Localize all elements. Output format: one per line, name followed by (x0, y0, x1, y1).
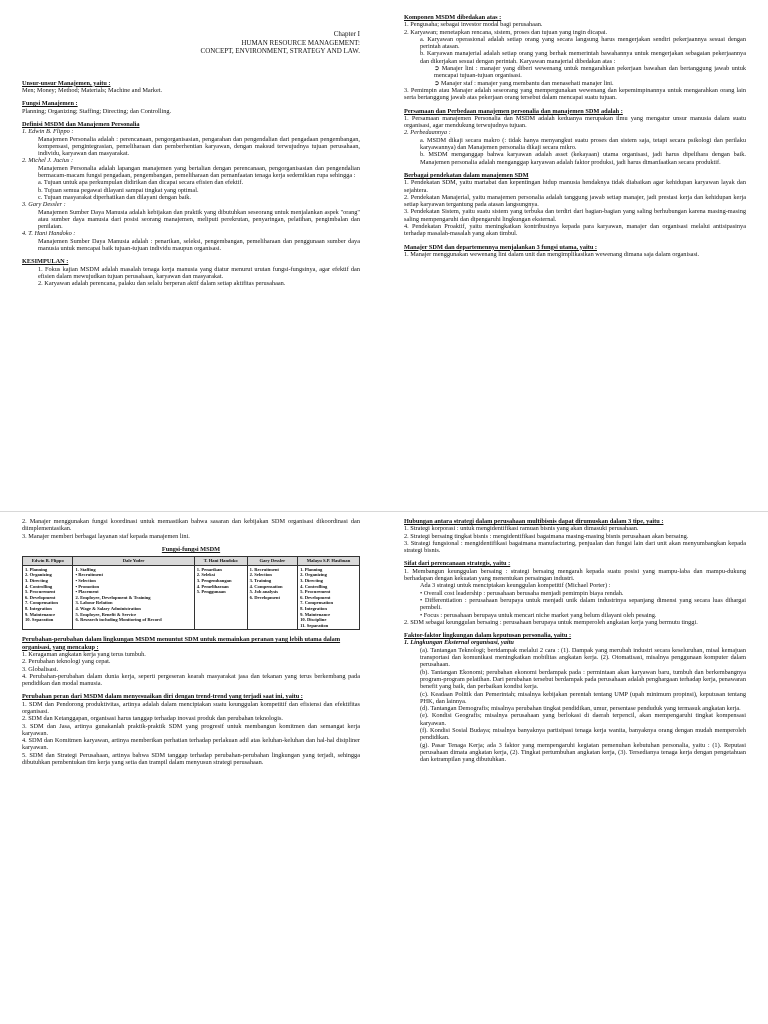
peran-item: 5. SDM dan Strategi Perusahaan, artinya bahwa SDM tanggap terhadap perubahan-perubahan lingkungan yang terjadi, sehingga dibutuhkan pembentukan tim kerja yang setia dan trampil dalam menyusun strategi perusahaan. (22, 751, 360, 767)
peran-item: 1. SDM dan Pendorong produktivitas, artinya adalah dalam menciptakan suatu keunggulan kompetitif dan efisiensi dan efektifitas organisasi. (22, 700, 360, 715)
definisi-item: Manajemen Personalia adalah : perencanaan, pengorganisasian, pengarahan dan pengendalian dari pengadaan pengembangan, kompensasi, pengintegrasian, pemeliharaan dan pemberhentian karyawan, dengan maksud terwujudnya tujuan perusahaan, individu, karyawan dan masyarakat. (38, 135, 360, 158)
definisi-item: 4. T. Hani Handoko : (22, 230, 76, 238)
faktor-item: (g). Pasar Tenaga Kerja; ada 3 faktor yang mempengaruhi kegiatan pemenuhan kebutuhan personalia, yaitu : (1). Reputasi perusahaan dimata angkatan kerja, (2). Tingkat pertumbuhan angkatan kerja, (3). Tersedianya tenaga kerja dengan pengetahuan dan ketrampilan yang dibutuhkan. (420, 741, 746, 764)
unsur-heading: Unsur-unsur Manajemen, yaitu : (22, 79, 111, 87)
fungsi-table-cell: 1. Planning 2. Organizing 3. Directing 4. Controlling 5. Procurement 6. Development 7. Compensation 8. Integration 9. Maintenance 10. Separation (23, 565, 73, 630)
kesimpulan-item: 2. Karyawan adalah perencana, palaku dan selalu berperan aktif dalam setiap aktifitas perusahaan. (38, 280, 286, 288)
perubahan-item: 3. Globalisasi. (22, 665, 59, 673)
perubahan-item: 4. Perubahan-perubahan dalam dunia kerja, seperti pergeseran kearah masyarakat jasa dan tekanan yang terus berkembang pada pendidikan dan modal manusia. (22, 672, 360, 688)
faktor-item: (b). Tantangan Ekonomi; perubahan ekonomi berdampak pada : permintaan akan karyawan baru, tumbuh dan berkembangnya program-program pelatihan. Dari perubahan tersebut berdampak pada perusahaan adalah penghargaan terhadap kerja, penawaran benefit yang baik, dan perbaikan kondisi kerja. (420, 668, 746, 691)
faktor-item: (e). Kondisi Geografis; misalnya perusahaan yang berlokasi di daerah terpencil, akan mempengaruhi tingkat kompensasi karyawan. (420, 712, 746, 727)
komponen-item: ➲ Manajer staf : manajer yang membantu dan menasehati manajer lini. (434, 79, 614, 87)
chapter-label: Chapter I (333, 30, 360, 38)
definisi-item: Manajemen Sumber Daya Manusia adalah kebijakan dan praktik yang dibutuhkan seseorang untuk menjalankan aspek "orang" atau sumber daya manusia dari posisi seorang manajemen, meliputi perekrutan, penyaringan, pelatihan, pengimbalan dan penilaian. (38, 208, 360, 231)
manajer-sdm-heading: Manajer SDM dan departemennya menjalankan 3 fungsi utama, yaitu : (404, 243, 597, 251)
definisi-item: 1. Edwin B. Flippo : (22, 128, 74, 136)
peran-item: 4. SDM dan Komitmen karyawan, artinya memberikan perhatian terhadap perlakuan adil atas keluhan-keluhan dan hal-hal disipliner karyawan. (22, 737, 360, 752)
fungsi-table-title: Fungsi-fungsi MSDM (161, 545, 221, 553)
kesimpulan-heading: KESIMPULAN : (22, 258, 69, 266)
fungsi-table-cell: 1. Penarikan 2. Seleksi 3. Pengembangan 4. Pemeliharaan 5. Penggunaan (194, 565, 247, 630)
fungsi-table-header: Malayu S.P. Hasibuan (298, 557, 360, 566)
fungsi-table-cell: 1. Planning 2. Organizing 3. Directing 4. Controlling 5. Procurement 6. Development 7. Compensation 8. Integration 9. Maintenance 10. Discipline 11. Separation (298, 565, 360, 630)
manajer-sdm-item: 2. Manajer menggunakan fungsi koordinasi untuk memastikan bahwa sasaran dan kebijakan SDM organisasi dikoordinasi dan diimplementasikan. (22, 518, 360, 533)
fungsi-table-header: Edwin B. Flippo (23, 557, 73, 566)
hubungan-item: 3. Strategi fungsional : mengidentifikasi bagaimana manufacturing, penjualan dan fungsi lain dari unit akan menyumbangkan kepada strategi bisnis. (404, 539, 746, 555)
page-1 (0, 0, 384, 512)
faktor-item: (d). Tantangan Demografis; misalnya perubahan tingkat pendidikan, umur, persentase penduduk yang termasuk angkatan kerja. (420, 705, 741, 713)
pendekatan-item: 1. Pendekatan SDM, yaitu martabat dan kepentingan hidup manusia hendaknya tidak diabaikan agar kehidupan karyawan layak dan sejahtera. (404, 179, 746, 194)
manajer-sdm-item: 1. Manajer menggunakan wewenang lini dalam unit dan mengimplikasikan wewenang dimana saja dalam organisasi. (404, 250, 700, 258)
komponen-item: 3. Pemimpin atau Manajer adalah seseorang yang mempergunakan wewenang dan kepemimpinannya untuk mengarahkan orang lain serta bertanggung jawab atas pekerjaan orang tersebut dalam mencapai suatu tujuan. (404, 86, 746, 102)
chapter-title-block (22, 30, 360, 56)
komponen-heading: Komponen MSDM dibedakan atas : (404, 14, 502, 21)
fungsi-table-header: Dale Yoder (73, 557, 194, 566)
pendekatan-item: 3. Pendekatan Sistem, yaitu suatu sistem yang terbuka dan terdiri dari bagian-bagian yang saling berhubungan karena masing-masing saling mempengaruhi dan dipengaruhi lingkungan eksternal. (404, 208, 746, 223)
chapter-title-line-2: CONCEPT, ENVIRONMENT, STRATEGY AND LAW. (200, 47, 360, 56)
peran-item: 3. SDM dan Jasa, artinya gunakanlah praktik-praktik SDM yang progresif untuk membangun komitmen dan semangat kerja karyawan. (22, 722, 360, 737)
persamaan-item: 2. Perbedaannya : (404, 129, 451, 137)
sifat-item: • Overall cost leadership : perusahaan berusaha menjadi pemimpin biaya rendah. (420, 589, 624, 597)
pendekatan-heading: Berbagai pendekatan dalam manajemen SDM (404, 171, 529, 179)
definisi-item: 2. Michel J. Jucius : (22, 157, 74, 165)
fungsi-table-cell: 1. Recruitment 2. Selection 3. Training 4. Compensation 5. Job analysis 6. Development (247, 565, 297, 630)
persamaan-item: 1. Persamaan manajemen Personalia dan MSDM adalah keduanya merupakan ilmu yang mengatur unsur manusia dalam suatu organisasi, agar mendukung terwujudnya tujuan. (404, 114, 746, 130)
page-2 (384, 0, 768, 512)
kesimpulan-item: 1. Fokus kajian MSDM adalah masalah tenaga kerja manusia yang diatur menurut urutan fungsi-fungsinya, agar efektif dan efisien dalam mewujudkan tujuan perusahaan, karyawan dan masyarakat. (38, 265, 360, 280)
faktor-heading: Faktor-faktor lingkungan dalam keputusan personalia, yaitu : (404, 632, 572, 640)
fungsi-table-cell: 1. Staffing • Recruitment • Selection • Promotion • Placement 2. Employee, Development & Training 3. Labour Relation 4. Wage & Salary Administration 5. Employee, Benefit & Service 6. Research including Monitoring of Record (73, 565, 194, 630)
sifat-item: 2. SDM sebagai keunggulan bersaing : perusahaan berupaya untuk memperoleh angkatan kerja yang bermutu tinggi. (404, 618, 698, 626)
definisi-item: b. Tujuan semua pegawai dilayani sampai tingkat yang optimal. (38, 186, 199, 194)
pendekatan-item: 2. Pendekatan Manajerial, yaitu manajemen personalia adalah tanggung jawab setiap manajer, jadi prestasi kerja dan kehidupan kerja setiap karyawan tergantung pada atasan langsungnya. (404, 193, 746, 209)
peran-item: 2. SDM dan Ketanggapan, organisasi harus tanggap terhadap inovasi produk dan perubahan teknologis. (22, 715, 283, 723)
fungsi-heading: Fungsi Manajemen : (22, 100, 78, 108)
faktor-item: (c). Keadaan Politik dan Pemerintah; misalnya kebijakan perentah tentang UMP (upah minimum propinsi), keputusan tentang PHK, dan lainnya. (420, 690, 746, 705)
sifat-item: • Differentiation : perusahaan berupaya untuk menjadi unik dalam industrinya sepanjang dimensi yang secara luas dihargai pembeli. (420, 596, 746, 612)
definisi-item: Manajemen Personalia adalah lapangan manajemen yang bertalian dengan perencanaan, pengorganisasian dan pengendalian bermacam-macam fungsi pengadaan, pengembangan, pemeliharaan dan pemanfaatan tenaga kerja sedemikian rupa sehingga : (38, 164, 360, 180)
fungsi-text: Planning; Organizing; Staffing; Directing; dan Controlling. (22, 107, 172, 115)
hubungan-item: 1. Strategi korporasi : untuk mengidentifikasi ramuan bisnis yang akan dimasuki perusahaan. (404, 525, 639, 533)
pendekatan-item: 4. Pendekatan Proaktif, yaitu meningkatkan kontribusinya kepada para karyawan, manajer dan organisasi melalui antisipasinya terhadap masalah-masalah yang akan timbul. (404, 223, 746, 238)
persamaan-heading: Persamaan dan Perbedaan manajemen personalia dan manajemen SDM adalah : (404, 107, 623, 115)
definisi-heading: Definisi MSDM dan Manajemen Personalia (22, 120, 140, 128)
hubungan-heading: Hubungan antara strategi dalam perusahaan multibisnis dapat dirumuskan dalam 3 tipe, yaitu : (404, 518, 664, 525)
manajer-sdm-item: 3. Manajer memberi berbagai layanan staf kepada manajemen lini. (22, 532, 190, 540)
fungsi-table (22, 556, 360, 630)
peran-heading: Perubahan peran dari MSDM dalam menyesuaikan diri dengan trend-trend yang terjadi saat ini, yaitu : (22, 693, 303, 701)
sifat-item: 1. Membangun keunggulan bersaing : strategi bersaing mengarah kepada suatu posisi yang mampu-laba dan mampu-dukung berhadapan dengan kekuatan yang menentukan persaingan industri. (404, 567, 746, 583)
sifat-item: Ada 3 strategi untuk menciptakan keunggulan kompetitif (Michael Porter) : (420, 582, 611, 590)
komponen-item: ➲ Manajer lini : manajer yang diberi wewenang untuk mengarahkan pekerjaan bawahan dan bertanggung jawab untuk mencapai tujuan-tujuan organisasi. (434, 65, 746, 80)
fungsi-table-header: Gary Dessler (247, 557, 297, 566)
faktor-item: (f). Kondisi Sosial Budaya; misalnya banyaknya partisipasi tenaga kerja wanita, banyaknya orang dengan mudah memperoleh pendidikan. (420, 727, 746, 742)
definisi-item: c. Tujuan masyarakat diperhatikan dan dilayani dengan baik. (38, 193, 192, 201)
definisi-item: a. Tujuan untuk apa perkumpulan didirikan dan dicapai secara efisien dan efektif. (38, 179, 244, 187)
faktor-subheading: 1. Lingkungan Eksternal organisasi, yaitu (404, 639, 514, 647)
definisi-item: Manajemen Sumber Daya Manusia adalah : penarikan, seleksi, pengembangan, pemeliharaan dan penggunaan sumber daya manusia untuk mencapai baik tujuan-tujuan individu maupun organisasi. (38, 237, 360, 253)
fungsi-table-header: T. Hani Handoko (194, 557, 247, 566)
unsur-text: Men; Money; Method; Materials; Machine and Market. (22, 87, 163, 95)
komponen-item: b. Karyawan manajerial adalah setiap orang yang berhak memerintah bawahannya untuk mengerjakan sebagaian pekerjaannya dan dikerjakan sesuai dengan perintah. Karyawan manajerial dibedakan atas : (420, 50, 746, 65)
perubahan-item: 2. Perubahan teknologi yang cepat. (22, 658, 111, 666)
sifat-heading: Sifat dari perencanaan strategis, yaitu : (404, 560, 511, 568)
definisi-item: 3. Gary Dessler : (22, 201, 66, 209)
page-4 (384, 512, 768, 1024)
komponen-item: 1. Pengusaha; sebagai investor modal bagi perusahaan. (404, 21, 543, 29)
perubahan-item: 1. Keragaman angkatan kerja yang terus tumbuh. (22, 650, 146, 658)
komponen-item: a. Karyawan operasional adalah setiap orang yang secara langsung harus mengerjakan sendiri pekerjaannya sesuai dengan perintah atasan. (420, 35, 746, 51)
komponen-item: 2. Karyawan; menetapkan rencana, sistem, proses dan tujuan yang ingin dicapai. (404, 28, 608, 36)
perubahan-heading: Perubahan-perubahan dalam lingkungan MSDM menuntut SDM untuk memainkan peranan yang lebih utama dalam organisasi, yang mencakup : (22, 636, 341, 651)
page-3 (0, 512, 384, 1024)
persamaan-item: b. MSDM menganggap bahwa karyawan adalah asset (kekayaan) utama organisasi, jadi harus dipelihara dengan baik. Manajemen personalia adalah menganggap karyawan adalah faktor produksi, jadi harus dimanfaatkan secara produktif. (420, 151, 746, 166)
hubungan-item: 2. Strategi bersaing tingkat bisnis : mengidentifikasi bagaimana masing-masing bisnis perusahaan akan bersaing. (404, 532, 689, 540)
faktor-item: (a). Tantangan Teknologi; bertdampak melalui 2 cara : (1). Dampak yang merubah industri secara keseluruhan, misal kemajuan transportasi dan komunikasi meningkatkan mobilitas angkatan kerja. (2). Otomatisasi, misalnya penggunaan komputer dalam perusahaan. (420, 646, 746, 669)
persamaan-item: a. MSDM dikaji secara makro (: tidak hanya menyangkut suatu proses dan sistem saja, tetapi secara psikologi dan perilaku karyawannya) dan Manajemen personalia dikaji secara mikro. (420, 136, 746, 152)
chapter-title-line-1: HUMAN RESOURCE MANAGEMENT: (241, 38, 360, 47)
sifat-item: • Focus : perusahaan berupaya untuk mencari niche market yang belum dilayani oleh pesaing. (420, 611, 657, 619)
